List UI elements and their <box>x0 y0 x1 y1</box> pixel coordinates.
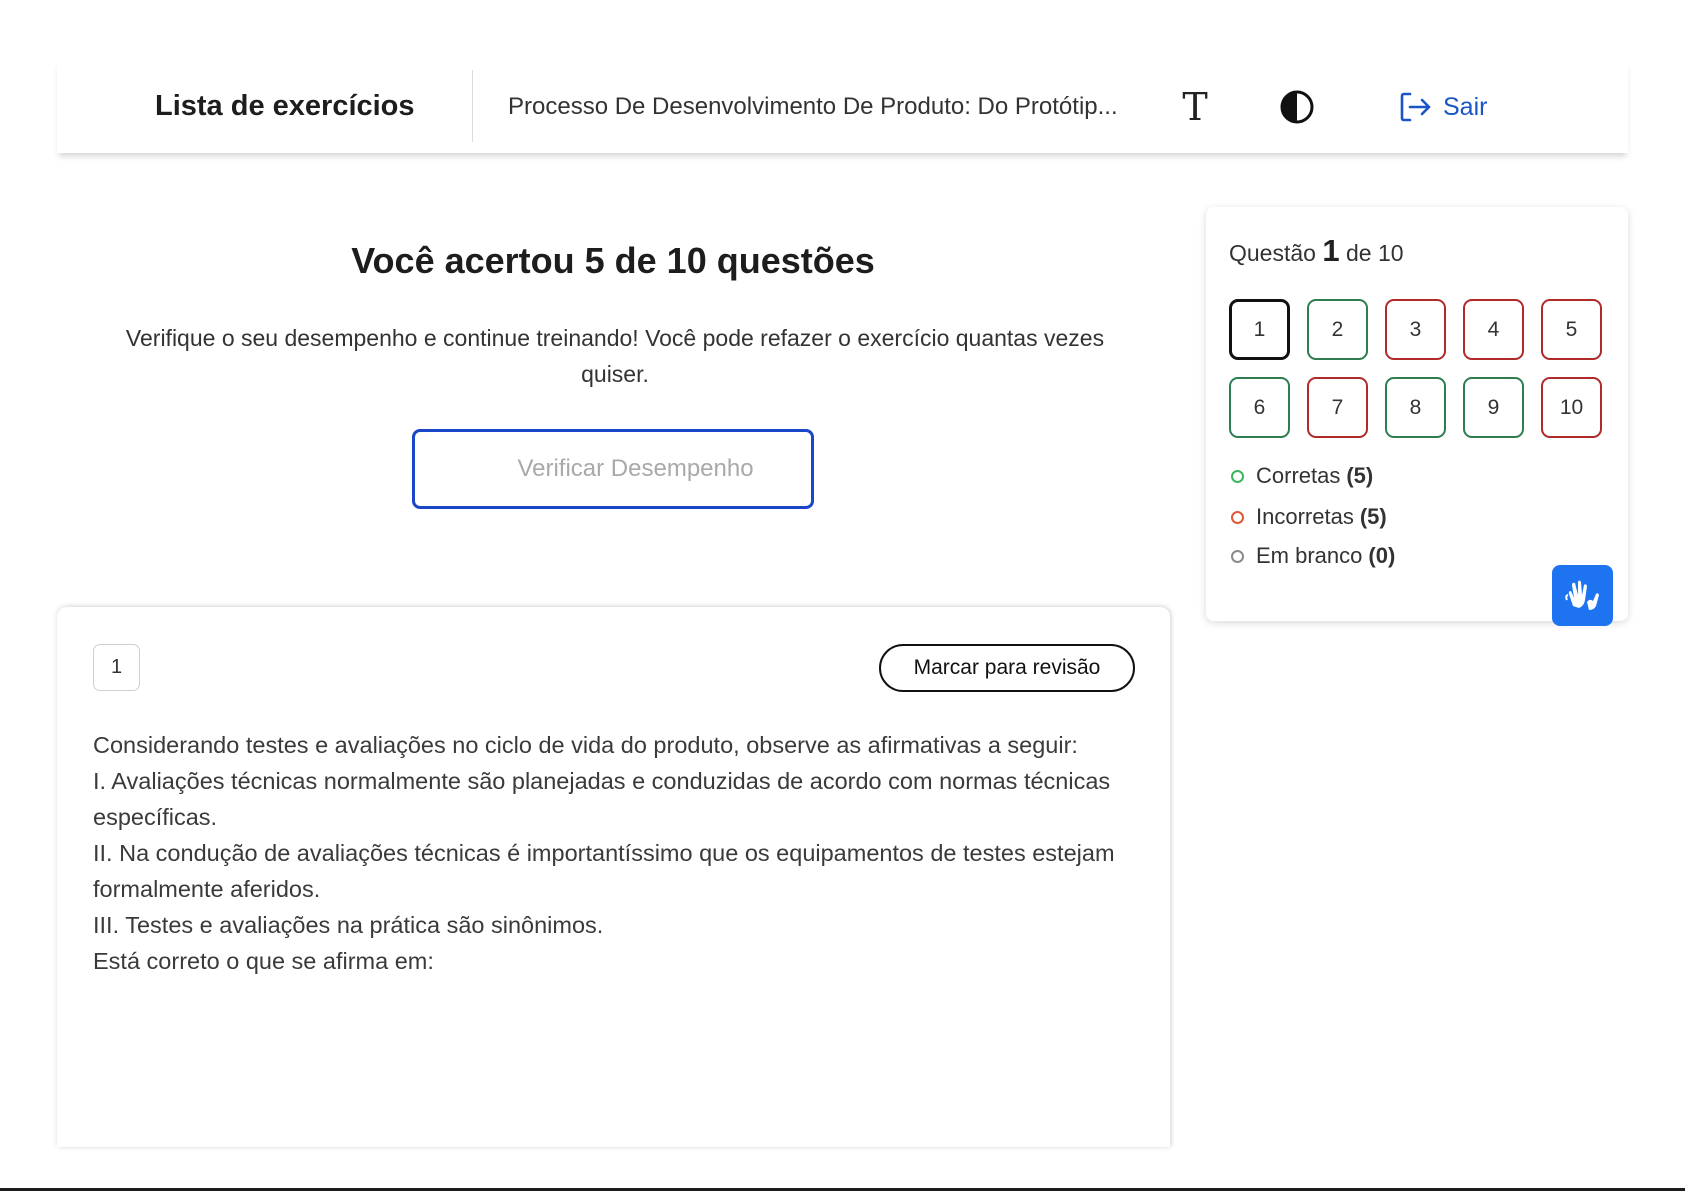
contrast-button[interactable] <box>1272 82 1322 132</box>
verify-performance-button[interactable]: Verificar Desempenho <box>412 429 814 509</box>
question-line: II. Na condução de avaliações técnicas é importantíssimo que os equipamentos de testes estejam formalmente aferidos. <box>93 840 1115 902</box>
legend-count: (5) <box>1359 504 1387 529</box>
vlibras-accessibility-button[interactable] <box>1552 565 1613 626</box>
legend-label: Incorretas <box>1256 504 1354 529</box>
top-header <box>57 60 1628 153</box>
question-nav-button[interactable]: 7 <box>1307 377 1368 438</box>
legend-incorrect <box>1231 504 1387 530</box>
question-line: III. Testes e avaliações na prática são sinônimos. <box>93 912 604 938</box>
blank-dot-icon <box>1231 550 1244 563</box>
question-nav-button[interactable]: 5 <box>1541 299 1602 360</box>
question-nav-button[interactable]: 10 <box>1541 377 1602 438</box>
logout-label: Sair <box>1443 92 1488 121</box>
question-nav-button[interactable]: 4 <box>1463 299 1524 360</box>
font-size-button[interactable] <box>1170 82 1220 132</box>
question-nav-button[interactable]: 3 <box>1385 299 1446 360</box>
question-line: I. Avaliações técnicas normalmente são planejadas e conduzidas de acordo com normas técnicas específicas. <box>93 768 1111 830</box>
sign-language-icon <box>1563 576 1603 616</box>
legend-count: (0) <box>1368 543 1396 568</box>
legend-blank <box>1231 543 1395 569</box>
question-counter <box>1229 233 1404 269</box>
question-navigator-panel <box>1206 207 1628 621</box>
question-line: Está correto o que se afirma em: <box>93 948 434 974</box>
question-nav-button[interactable]: 9 <box>1463 377 1524 438</box>
mark-for-review-button[interactable]: Marcar para revisão <box>879 644 1135 692</box>
question-number-badge: 1 <box>93 644 140 691</box>
question-counter-suffix: de 10 <box>1345 240 1404 266</box>
incorrect-dot-icon <box>1231 511 1244 524</box>
legend-label: Corretas <box>1256 463 1341 488</box>
question-counter-current: 1 <box>1322 233 1340 268</box>
page-title: Lista de exercícios <box>155 90 415 122</box>
question-line: Considerando testes e avaliações no ciclo de vida do produto, observe as afirmativas a seguir: <box>93 732 1078 758</box>
contrast-icon <box>1279 89 1315 125</box>
logout-button[interactable] <box>1399 82 1487 132</box>
correct-dot-icon <box>1231 470 1244 483</box>
question-card <box>57 607 1170 1147</box>
question-counter-prefix: Questão <box>1229 240 1316 266</box>
question-statement <box>93 727 1133 979</box>
header-divider <box>472 70 473 142</box>
result-description: Verifique o seu desempenho e continue treinando! Você pode refazer o exercício quantas vezes quiser. <box>125 325 1105 387</box>
legend-label: Em branco <box>1256 543 1363 568</box>
question-nav-button[interactable]: 8 <box>1385 377 1446 438</box>
legend-correct <box>1231 463 1373 489</box>
legend-count: (5) <box>1346 463 1374 488</box>
exercise-subtitle: Processo De Desenvolvimento De Produto: Do Protótip... <box>508 93 1118 120</box>
question-nav-button[interactable]: 6 <box>1229 377 1290 438</box>
question-nav-button[interactable]: 2 <box>1307 299 1368 360</box>
logout-icon <box>1399 91 1433 123</box>
font-size-icon: T <box>1182 85 1208 129</box>
question-nav-button[interactable]: 1 <box>1229 299 1290 360</box>
result-title: Você acertou 5 de 10 questões <box>351 240 875 281</box>
